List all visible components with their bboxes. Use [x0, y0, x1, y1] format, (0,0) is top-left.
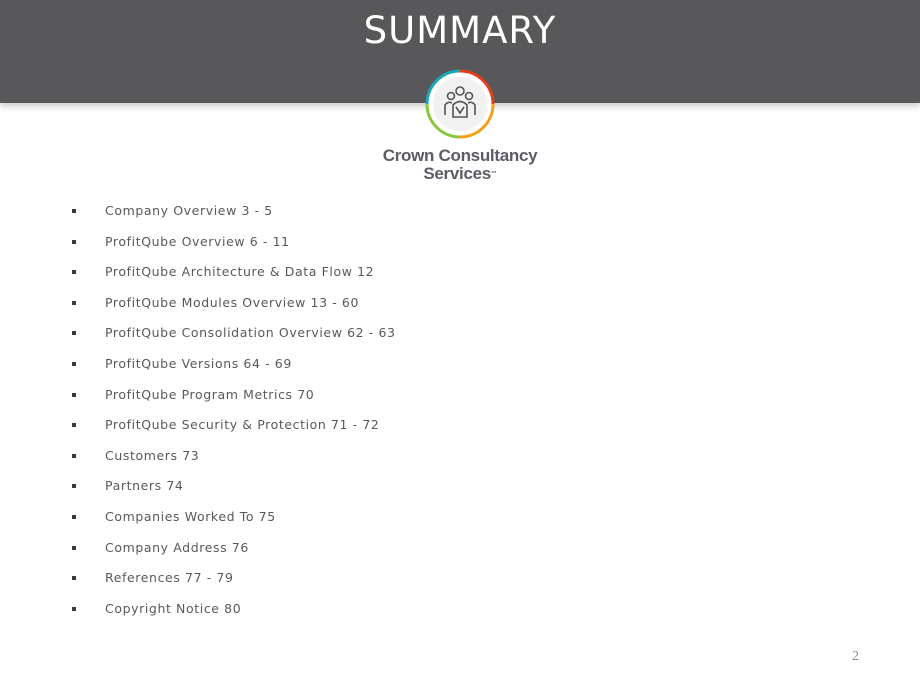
bullet-icon — [72, 607, 76, 611]
logo-name-line1: Crown Consultancy — [382, 146, 538, 165]
list-item-label: Company Address 76 — [105, 539, 249, 555]
bullet-icon — [72, 362, 76, 366]
list-item-label: ProfitQube Architecture & Data Flow 12 — [105, 264, 375, 280]
bullet-icon — [72, 240, 76, 244]
logo-name-line2: Services™ — [423, 164, 497, 183]
list-item-label: ProfitQube Program Metrics 70 — [105, 386, 315, 402]
company-logo-icon — [425, 69, 495, 139]
list-item-label: Company Overview 3 - 5 — [105, 203, 273, 218]
bullet-icon — [72, 576, 76, 580]
list-item-label: Copyright Notice 80 — [105, 600, 242, 616]
page-number: 2 — [852, 649, 859, 664]
list-item-label: ProfitQube Modules Overview 13 - 60 — [105, 294, 359, 310]
list-item-label: ProfitQube Security & Protection 71 - 72 — [105, 417, 380, 433]
list-item-label: Partners 74 — [105, 478, 184, 494]
list-item-label: References 77 - 79 — [105, 570, 234, 586]
bullet-icon — [72, 301, 76, 305]
list-item-label: ProfitQube Consolidation Overview 62 - 63 — [105, 325, 396, 341]
bullet-icon — [72, 270, 76, 274]
list-item-label: Companies Worked To 75 — [105, 508, 276, 524]
bullet-icon — [72, 331, 76, 335]
slide-title: SUMMARY — [363, 9, 557, 52]
list-item-label: ProfitQube Versions 64 - 69 — [105, 355, 292, 371]
bullet-icon — [72, 484, 76, 488]
bullet-icon — [72, 393, 76, 397]
list-item-label: ProfitQube Overview 6 - 11 — [105, 233, 290, 249]
bullet-icon — [72, 515, 76, 519]
bullet-icon — [72, 454, 76, 458]
list-item-label: Customers 73 — [105, 447, 200, 463]
bullet-icon — [72, 546, 76, 550]
bullet-icon — [72, 423, 76, 427]
company-logo-text — [360, 147, 560, 183]
bullet-icon — [72, 209, 76, 213]
